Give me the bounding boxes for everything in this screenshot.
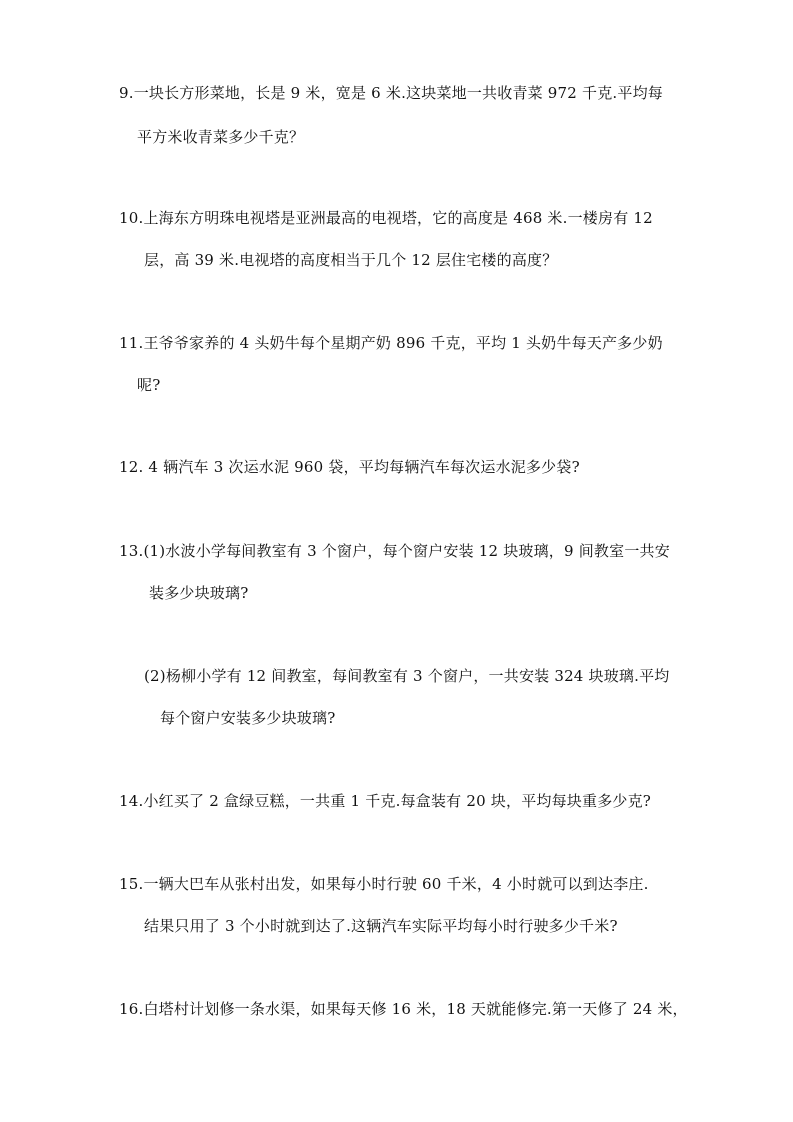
problem-15-line-1: 15.一辆大巴车从张村出发，如果每小时行驶 60 千米，4 小时就可以到达李庄. xyxy=(119,875,649,893)
problem-14-line-1: 14.小红买了 2 盒绿豆糕，一共重 1 千克.每盒装有 20 块，平均每块重多少克? xyxy=(119,792,652,810)
problem-13-2-line-1: (2)杨柳小学有 12 间教室，每间教室有 3 个窗户，一共安装 324 块玻璃.平均 xyxy=(144,667,670,685)
problem-13-2-line-2: 每个窗户安装多少块玻璃? xyxy=(160,709,336,727)
problem-11-line-2: 呢? xyxy=(137,376,161,394)
problem-13-1-line-2: 装多少块玻璃? xyxy=(149,584,249,602)
problem-13-1-line-1: 13.(1)水波小学每间教室有 3 个窗户，每个窗户安装 12 块玻璃，9 间教室一共安 xyxy=(119,542,670,560)
problem-9-line-1: 9.一块长方形菜地，长是 9 米，宽是 6 米.这块菜地一共收青菜 972 千克.平均每 xyxy=(119,84,663,102)
problem-11-line-1: 11.王爷爷家养的 4 头奶牛每个星期产奶 896 千克，平均 1 头奶牛每天产多少奶 xyxy=(119,334,663,352)
problem-10-line-1: 10.上海东方明珠电视塔是亚洲最高的电视塔，它的高度是 468 米.一楼房有 12 xyxy=(119,209,653,227)
problem-12-line-1: 12. 4 辆汽车 3 次运水泥 960 袋，平均每辆汽车每次运水泥多少袋? xyxy=(119,458,580,476)
problem-9-line-2: 平方米收青菜多少千克？ xyxy=(137,128,305,146)
problem-10-line-2: 层，高 39 米.电视塔的高度相当于几个 12 层住宅楼的高度？ xyxy=(144,251,558,269)
problem-16-line-1: 16.白塔村计划修一条水渠，如果每天修 16 米，18 天就能修完.第一天修了 24 米， xyxy=(119,1000,688,1018)
problem-15-line-2: 结果只用了 3 个小时就到达了.这辆汽车实际平均每小时行驶多少千米? xyxy=(144,917,618,935)
